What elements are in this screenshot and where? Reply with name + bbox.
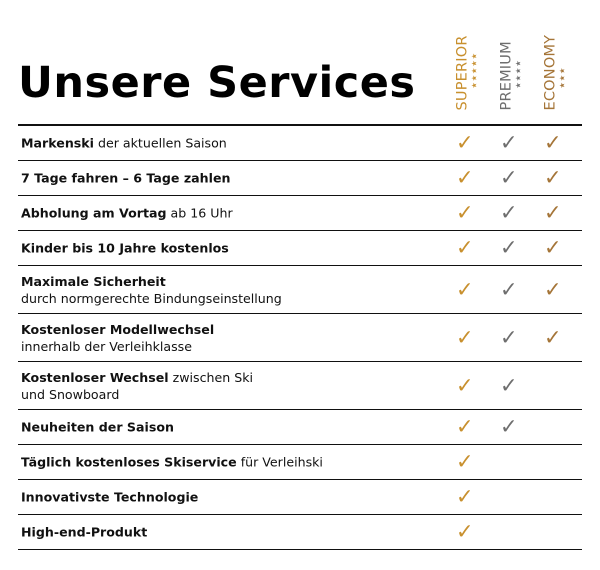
check-icon-superior: ✓ — [456, 414, 474, 439]
service-label: Innovativste Technologie — [21, 489, 199, 505]
check-icon-economy: ✓ — [544, 130, 562, 155]
check-icon-superior: ✓ — [456, 373, 474, 397]
check-icon-premium: ✓ — [500, 277, 518, 301]
service-label: Kinder bis 10 Jahre kostenlos — [21, 240, 229, 256]
table-row — [18, 161, 582, 196]
table-row — [18, 196, 582, 231]
table-row — [18, 126, 582, 161]
check-icon-superior: ✓ — [456, 484, 474, 509]
check-icon-premium: ✓ — [500, 325, 518, 349]
service-label: Kostenloser Wechsel zwischen Ski und Snowboard — [21, 369, 253, 402]
service-label: Maximale Sicherheit durch normgerechte Bindungseinstellung — [21, 273, 282, 306]
service-label: Abholung am Vortag ab 16 Uhr — [21, 205, 233, 221]
check-icon-premium: ✓ — [500, 235, 518, 260]
page-title: Unsere Services — [18, 58, 416, 108]
tier-stars: ★★★ — [558, 66, 566, 88]
table-row — [18, 515, 582, 550]
check-icon-superior: ✓ — [456, 200, 474, 225]
service-label: Neuheiten der Saison — [21, 419, 174, 435]
service-label: Markenski der aktuellen Saison — [21, 135, 227, 151]
check-icon-premium: ✓ — [500, 373, 518, 397]
table-row — [18, 480, 582, 515]
table-row — [18, 445, 582, 480]
check-icon-economy: ✓ — [544, 235, 562, 260]
tier-header-economy — [542, 28, 566, 110]
check-icon-superior: ✓ — [456, 130, 474, 155]
check-icon-economy: ✓ — [544, 325, 562, 349]
table-row — [18, 410, 582, 445]
tier-name: PREMIUM — [498, 40, 515, 110]
check-icon-economy: ✓ — [544, 200, 562, 225]
tier-name: SUPERIOR — [454, 34, 471, 110]
service-label: High-end-Produkt — [21, 524, 148, 540]
tier-header-superior — [454, 28, 478, 110]
tier-stars: ★★★★★ — [470, 51, 478, 88]
services-table — [18, 124, 582, 550]
check-icon-premium: ✓ — [500, 200, 518, 225]
check-icon-premium: ✓ — [500, 414, 518, 439]
check-icon-superior: ✓ — [456, 519, 474, 544]
tier-header-premium — [498, 28, 522, 110]
check-icon-premium: ✓ — [500, 165, 518, 190]
service-label: Täglich kostenloses Skiservice für Verleihski — [21, 454, 323, 470]
table-row — [18, 314, 582, 362]
check-icon-superior: ✓ — [456, 277, 474, 301]
check-icon-economy: ✓ — [544, 165, 562, 190]
table-row — [18, 362, 582, 410]
check-icon-superior: ✓ — [456, 325, 474, 349]
check-icon-premium: ✓ — [500, 130, 518, 155]
check-icon-superior: ✓ — [456, 235, 474, 260]
check-icon-superior: ✓ — [456, 165, 474, 190]
service-label: Kostenloser Modellwechsel innerhalb der Verleihklasse — [21, 321, 215, 354]
table-row — [18, 266, 582, 314]
check-icon-economy: ✓ — [544, 277, 562, 301]
check-icon-superior: ✓ — [456, 449, 474, 474]
table-row — [18, 231, 582, 266]
service-label: 7 Tage fahren – 6 Tage zahlen — [21, 170, 231, 186]
tier-name: ECONOMY — [542, 34, 559, 110]
tier-stars: ★★★★ — [514, 58, 522, 88]
